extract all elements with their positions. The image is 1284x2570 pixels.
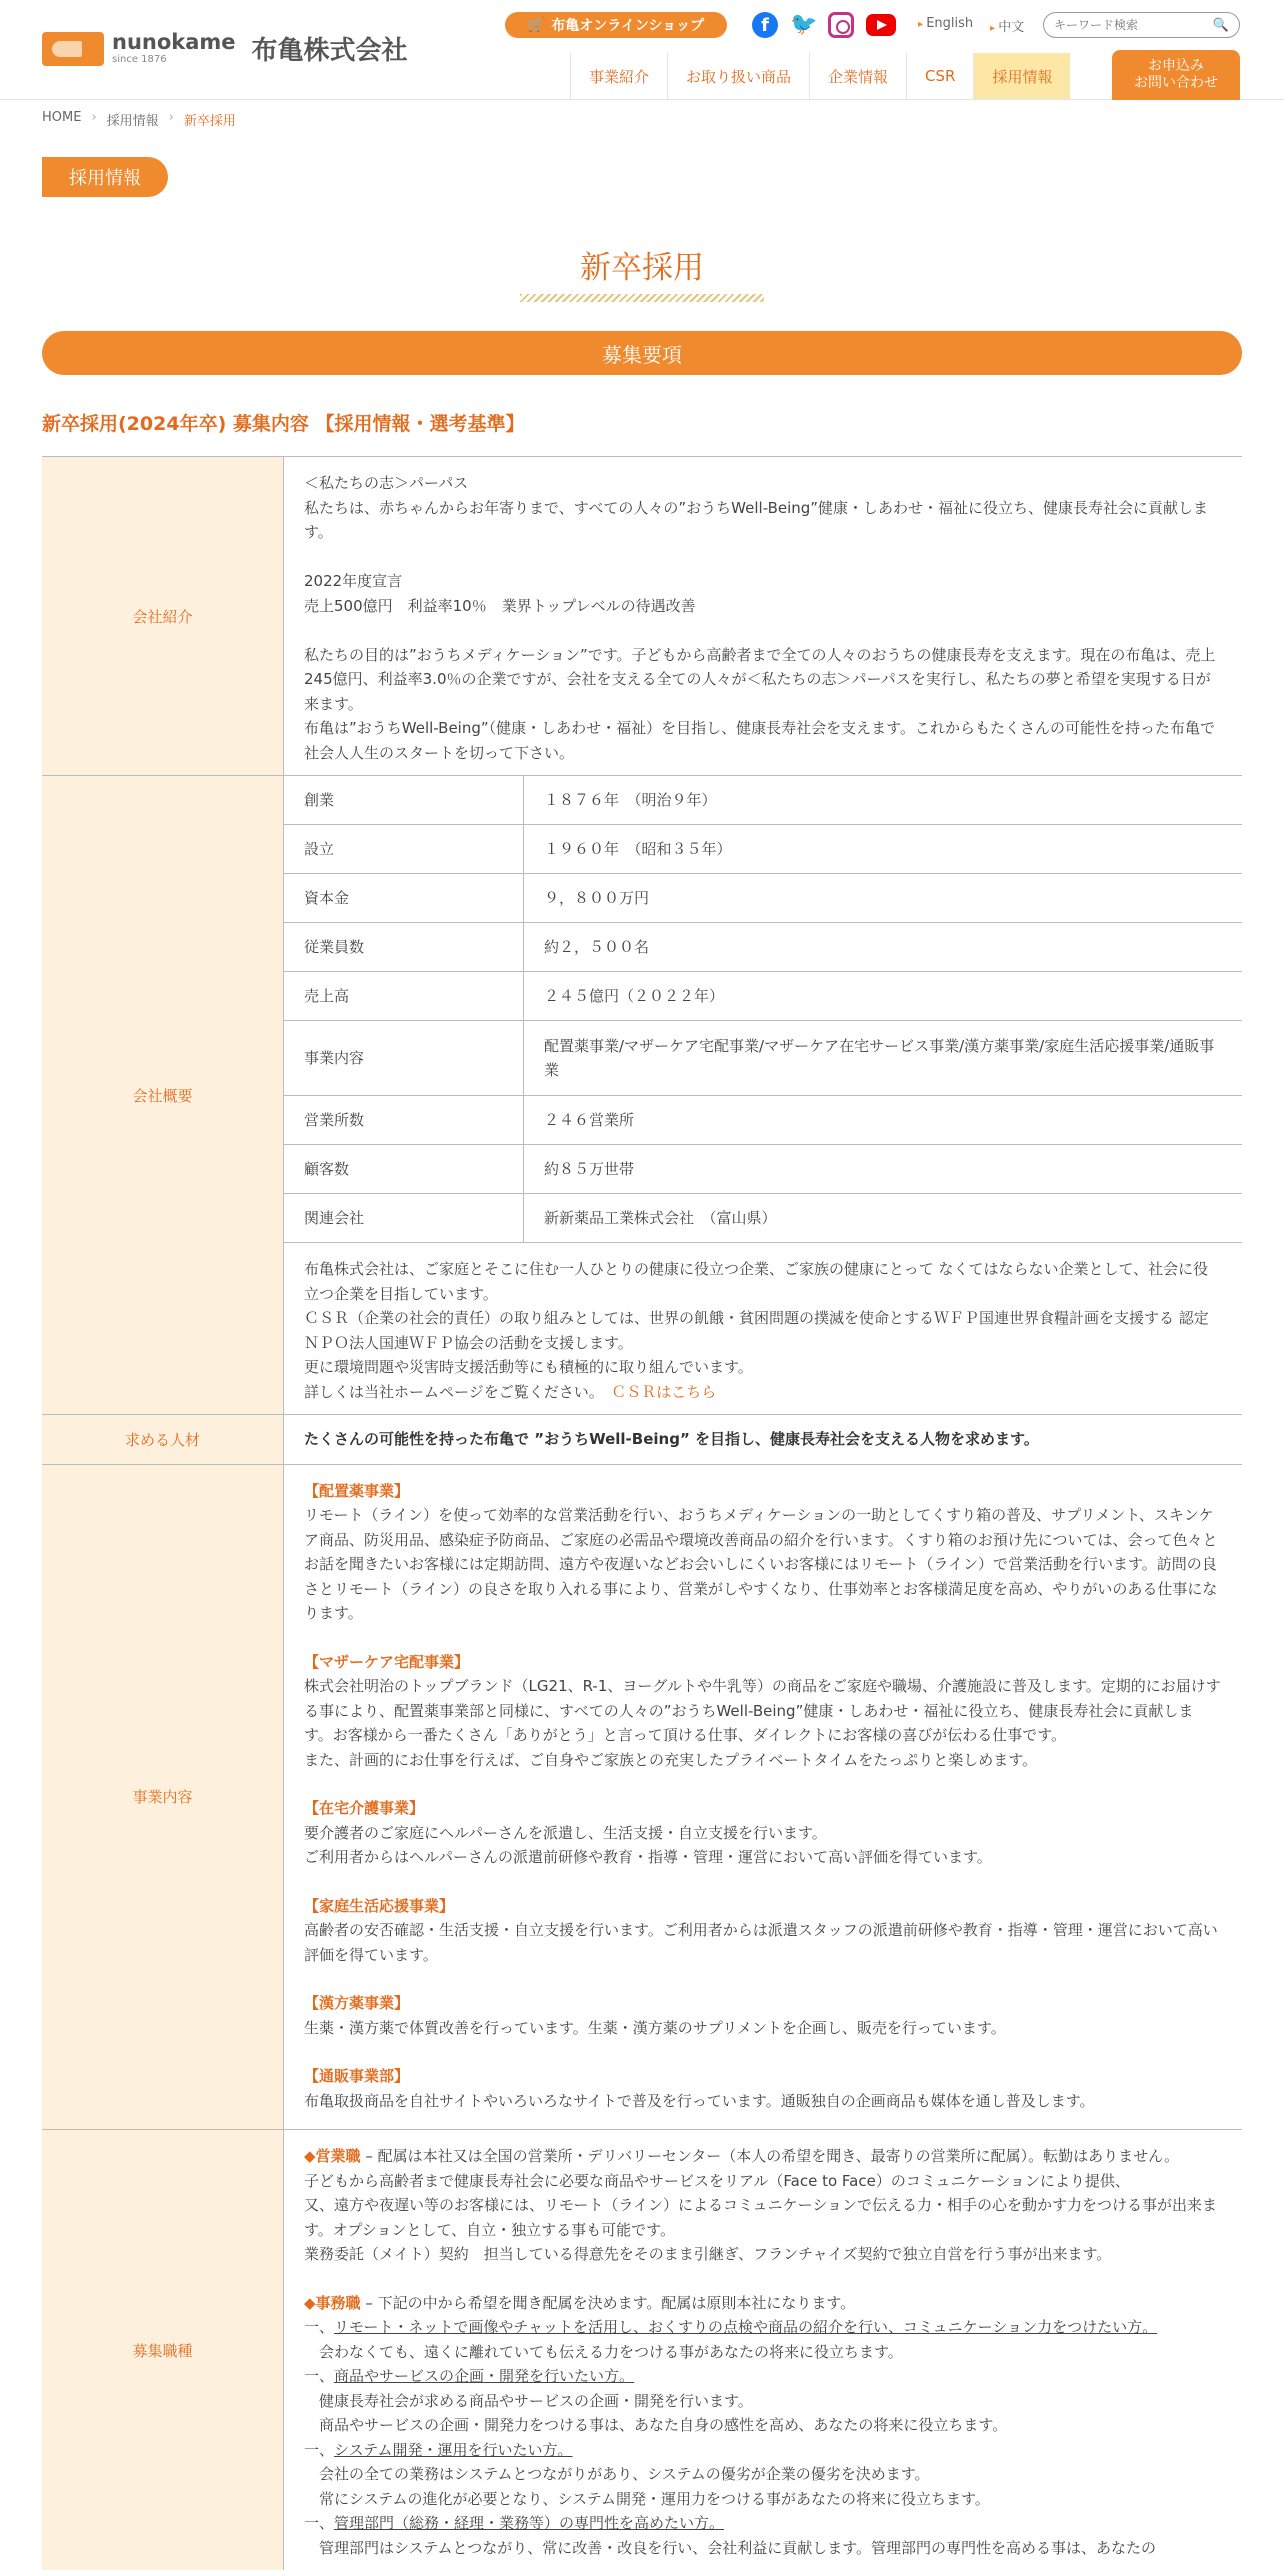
overview-row [284,923,1242,972]
nav-products[interactable]: お取り扱い商品 [667,53,809,99]
nav-company[interactable]: 企業情報 [809,53,906,99]
logo-since: since 1876 [112,54,167,65]
nav-recruit[interactable]: 採用情報 [973,53,1070,99]
overview-row [284,1194,1242,1243]
business-text: リモート（ライン）を使って効率的な営業活動を行い、おうちメディケーションの一助としてくすり箱の普及、サプリメント、スキンケア商品、防災用品、感染症予防商品、ご家庭の必需品や環境改善商品の紹介を行います。くすり箱のお預け先については、会って色々とお話を聞きたいお客様には定期訪問、遠方や夜遅いなどお会いしにくいお客様にはリモート（ライン）で営業活動を行います。訪問の良さとリモート（ライン）の良さを取り入れる事により、営業がしやすくなり、仕事効率とお客様満足度を高め、やりがいのある仕事になります。 [304,1506,1218,1622]
office-item-prefix: 一、 [304,2318,335,2336]
search-icon[interactable]: 🔍 [1212,17,1229,33]
breadcrumb-home[interactable]: HOME [42,110,82,125]
business-item [304,1991,1222,2040]
job-sales-title: ◆営業職 [304,2147,361,2165]
contact-label-2: お問い合わせ [1134,75,1218,91]
overview-row [284,776,1242,825]
overview-value: 新新薬品工業株式会社 （富山県） [544,1209,777,1227]
overview-row [284,1096,1242,1145]
office-item-prefix: 一、 [304,2367,335,2385]
title-underline [520,294,764,302]
row-value [284,1465,1242,2130]
business-title: 【マザーケア宅配事業】 [304,1652,470,1671]
main-nav [570,53,1070,99]
site-header [0,0,1284,100]
business-text: 布亀取扱商品を自社サイトやいろいろなサイトで普及を行っています。通販独自の企画商品も媒体を通し普及します。 [304,2091,1095,2110]
office-item-prefix: 一、 [304,2514,335,2532]
overview-key: 営業所数 [284,1096,524,1144]
business-item [304,1650,1222,1773]
row-label: 求める人材 [42,1415,284,1464]
business-item [304,1894,1222,1968]
office-item-body: 会わなくても、遠くに離れていても伝える力をつける事があなたの将来に役立ちます。 [304,2342,903,2361]
overview-subtable [284,776,1242,1243]
overview-value: １９６０年 （昭和３５年） [544,840,732,858]
wanted-text: たくさんの可能性を持った布亀で ”おうちWell-Being” を目指し、健康長寿社会を支える人物を求めます。 [304,1430,1039,1448]
lang-chinese-link[interactable]: ▸ 中文 [990,16,1024,35]
row-label: 事業内容 [42,1465,284,2130]
overview-value: 配置薬事業/マザーケア宅配事業/マザーケア在宅サービス事業/漢方薬事業/家庭生活応援事業/通販事業 [544,1037,1215,1079]
logo-mark-icon [42,32,104,66]
job-office [304,2291,1222,2561]
company-intro-text: ＜私たちの志＞パーパス 私たちは、赤ちゃんからお年寄りまで、すべての人々の”おうちWell-Being”健康・しあわせ・福祉に役立ち、健康長寿社会に貢献します。 2022年度宣言 売上500億円 利益率10％ 業界トップレベルの待遇改善 私たちの目的は”おうちメディケーション”です。子どもから高齢者まで全ての人々のおうちの健康長寿を支えます。現在の布亀は、売上245億円、利益率3.0％の企業ですが、会社を支える全ての人々が＜私たちの志＞パーパスを実行し、私たちの夢と希望を実現する日が来ます。 布亀は”おうちWell-Being”（健康・しあわせ・福祉）を目指し、健康長寿社会を支えます。これからもたくさんの可能性を持った布亀で社会人人生のスタートを切って下さい。 [304,474,1216,762]
job-sales [304,2144,1222,2267]
row-wanted [42,1415,1242,1465]
overview-key: 資本金 [284,874,524,922]
overview-note-text [304,1257,1222,1404]
breadcrumb-current: 新卒採用 [183,114,236,129]
logo-name-jp: 布亀株式会社 [251,36,408,66]
overview-key: 設立 [284,825,524,873]
row-value [284,457,1242,775]
business-text: 生薬・漢方薬で体質改善を行っています。生薬・漢方薬のサプリメントを企画し、販売を行っています。 [304,2018,1006,2037]
overview-row [284,972,1242,1021]
overview-row [284,1021,1242,1096]
business-text: 株式会社明治のトップブランド（LG21、R-1、ヨーグルトや牛乳等）の商品をご家庭や職場、介護施設に普及します。定期的にお届けする事により、配置薬事業部と同様に、すべての人々の”おうちWell-Being”健康・しあわせ・福祉に役立ち、健康長寿社会に貢献します。お客様から一番たくさん「ありがとう」と言って頂ける仕事、ダイレクトにお客様の喜びが伝わる仕事です。 また、計画的にお仕事を行えば、ご自身やご家族との充実したプライベートタイムをたっぷりと楽しめます。 [304,1677,1221,1769]
row-business [42,1465,1242,2131]
business-title: 【通販事業部】 [304,2067,410,2085]
row-company-overview [42,776,1242,1415]
office-item-body: 会社の全ての業務はシステムとつながりがあり、システムの優劣が企業の優劣を決めます。 常にシステムの進化が必要となり、システム開発・運用力をつける事があなたの将来に役立ちます。 [319,2465,990,2508]
business-title: 【漢方薬事業】 [304,1994,410,2012]
row-label: 会社概要 [42,776,284,1414]
job-office-lead-text: – 下記の中から希望を聞き配属を決めます。配属は原則本社になります。 [360,2293,856,2312]
search-input[interactable] [1054,18,1204,32]
office-item-prefix: 一、 [304,2440,335,2459]
search-box [1043,12,1240,38]
office-item-title: リモート・ネットで画像やチャットを活用し、おくすりの点検や商品の紹介を行い、コミュニケーション力をつけたい方。 [334,2318,1158,2336]
row-company-intro [42,457,1242,776]
overview-value: 約８５万世帯 [544,1160,635,1178]
office-item-body: 管理部門はシステムとつながり、常に改善・改良を行い、会社利益に貢献します。管理部門の専門性を高める事は、あなたの [304,2538,1157,2557]
business-title: 【家庭生活応援事業】 [304,1896,455,1915]
overview-value: 約２，５００名 [544,938,650,956]
overview-key: 事業内容 [284,1021,524,1095]
contact-label-1: お申込み [1148,57,1204,74]
office-item-head [304,2364,1222,2389]
job-sales-lead [304,2144,1222,2169]
csr-link[interactable]: ＣＳＲはこちら [611,1382,717,1401]
row-value [284,2130,1242,2570]
row-label: 募集職種 [42,2130,284,2570]
cart-icon: 🛒 [527,17,546,33]
office-item-body: 健康長寿社会が求める商品やサービスの企画・開発を行います。 商品やサービスの企画・開発力をつける事は、あなた自身の感性を高め、あなたの将来に役立ちます。 [319,2391,1008,2434]
breadcrumb [42,110,236,129]
overview-row [284,874,1242,923]
row-label: 会社紹介 [42,457,284,775]
overview-value: １８７６年 （明治９年） [544,791,717,809]
recruit-banner: 募集要項 [42,331,1242,375]
office-item-title: システム開発・運用を行いたい方。 [334,2440,573,2459]
office-item-head [304,2438,1222,2463]
section-tag: 採用情報 [42,157,168,197]
row-value [284,1415,1242,1464]
chevron-right-icon: › [168,110,174,125]
overview-key: 関連会社 [284,1194,524,1242]
recruit-subhead: 新卒採用(2024年卒) 募集内容 【採用情報・選考基準】 [42,413,525,435]
brand-logo[interactable] [42,30,408,67]
youtube-icon[interactable] [866,14,896,36]
business-title: 【在宅介護事業】 [304,1799,425,1817]
logo-wordmark [112,32,236,65]
business-item [304,1479,1222,1626]
online-shop-button[interactable] [505,12,727,38]
recruit-table [42,456,1242,2570]
job-sales-lead-text: – 配属は本社又は全国の営業所・デリバリーセンター（本人の希望を聞き、最寄りの営業所に配属）。転勤はありません。 [360,2147,1180,2165]
office-item-head [304,2315,1222,2340]
chevron-right-icon: › [91,110,97,125]
breadcrumb-recruit[interactable]: 採用情報 [106,114,159,129]
nav-business[interactable]: 事業紹介 [570,53,667,99]
overview-key: 顧客数 [284,1145,524,1193]
overview-row [284,1145,1242,1194]
overview-key: 創業 [284,776,524,824]
business-text: 高齢者の安否確認・生活支援・自立支援を行います。ご利用者からは派遣スタッフの派遣前研修や教育・指導・管理・運営において高い評価を得ています。 [304,1921,1218,1964]
overview-value: ９，８００万円 [544,889,650,907]
logo-name-en: nunokame [112,30,236,54]
overview-note-body: 布亀株式会社は、ご家庭とそこに住む一人ひとりの健康に役立つ企業、ご家族の健康にとって なくてはならない企業として、社会に役立つ企業を目指しています。 ＣＳＲ（企業の社会的責任）の取り組みとしては、世界の飢餓・貧困問題の撲滅を使命とするＷＦＰ国連世界食糧計画を支援する 認定ＮＰＯ法人国連ＷＦＰ協会の活動を支援します。 更に環境問題や災害時支援活動等にも積極的に取り組んでいます。 詳しくは当社ホームページをご覧ください。 [304,1260,1209,1401]
job-office-title: ◆事務職 [304,2293,361,2312]
row-value [284,776,1242,1414]
overview-value: ２４６営業所 [544,1111,635,1129]
nav-csr[interactable]: CSR [906,53,973,99]
row-jobs [42,2130,1242,2570]
overview-key: 売上高 [284,972,524,1020]
job-office-lead [304,2291,1222,2316]
twitter-icon[interactable]: 🐦 [790,12,818,37]
office-item-title: 商品やサービスの企画・開発を行いたい方。 [334,2367,635,2385]
page-title: 新卒採用 [580,250,704,286]
online-shop-label: 布亀オンラインショップ [551,18,705,34]
office-item-head [304,2511,1222,2536]
business-text: 要介護者のご家庭にヘルパーさんを派遣し、生活支援・自立支援を行います。 ご利用者からはヘルパーさんの派遣前研修や教育・指導・管理・運営において高い評価を得ています。 [304,1823,992,1866]
overview-key: 従業員数 [284,923,524,971]
office-item-title: 管理部門（総務・経理・業務等）の専門性を高めたい方。 [334,2514,725,2532]
business-item [304,1796,1222,1870]
job-sales-text: 子どもから高齢者まで健康長寿社会に必要な商品やサービスをリアル（Face to Face）のコミュニケーションにより提供、 又、遠方や夜遅い等のお客様には、リモート（ライン）によるコミュニケーションで伝える力・相手の心を動かす力をつける事が出来ます。オプションとして、自立・独立する事も可能です。 業務委託（メイト）契約 担当している得意先をそのまま引継ぎ、フランチャイズ契約で独立自営を行う事が出来ます。 [304,2171,1218,2263]
overview-note [284,1243,1242,1414]
lang-english-link[interactable]: ▸ English [918,16,973,31]
overview-value: ２４５億円（２０２２年） [544,987,725,1005]
business-title: 【配置薬事業】 [304,1481,410,1500]
contact-button[interactable] [1112,50,1240,100]
business-item [304,2064,1222,2113]
instagram-icon[interactable] [828,12,854,38]
facebook-icon[interactable]: f [752,12,778,38]
social-links [752,12,896,38]
overview-row [284,825,1242,874]
